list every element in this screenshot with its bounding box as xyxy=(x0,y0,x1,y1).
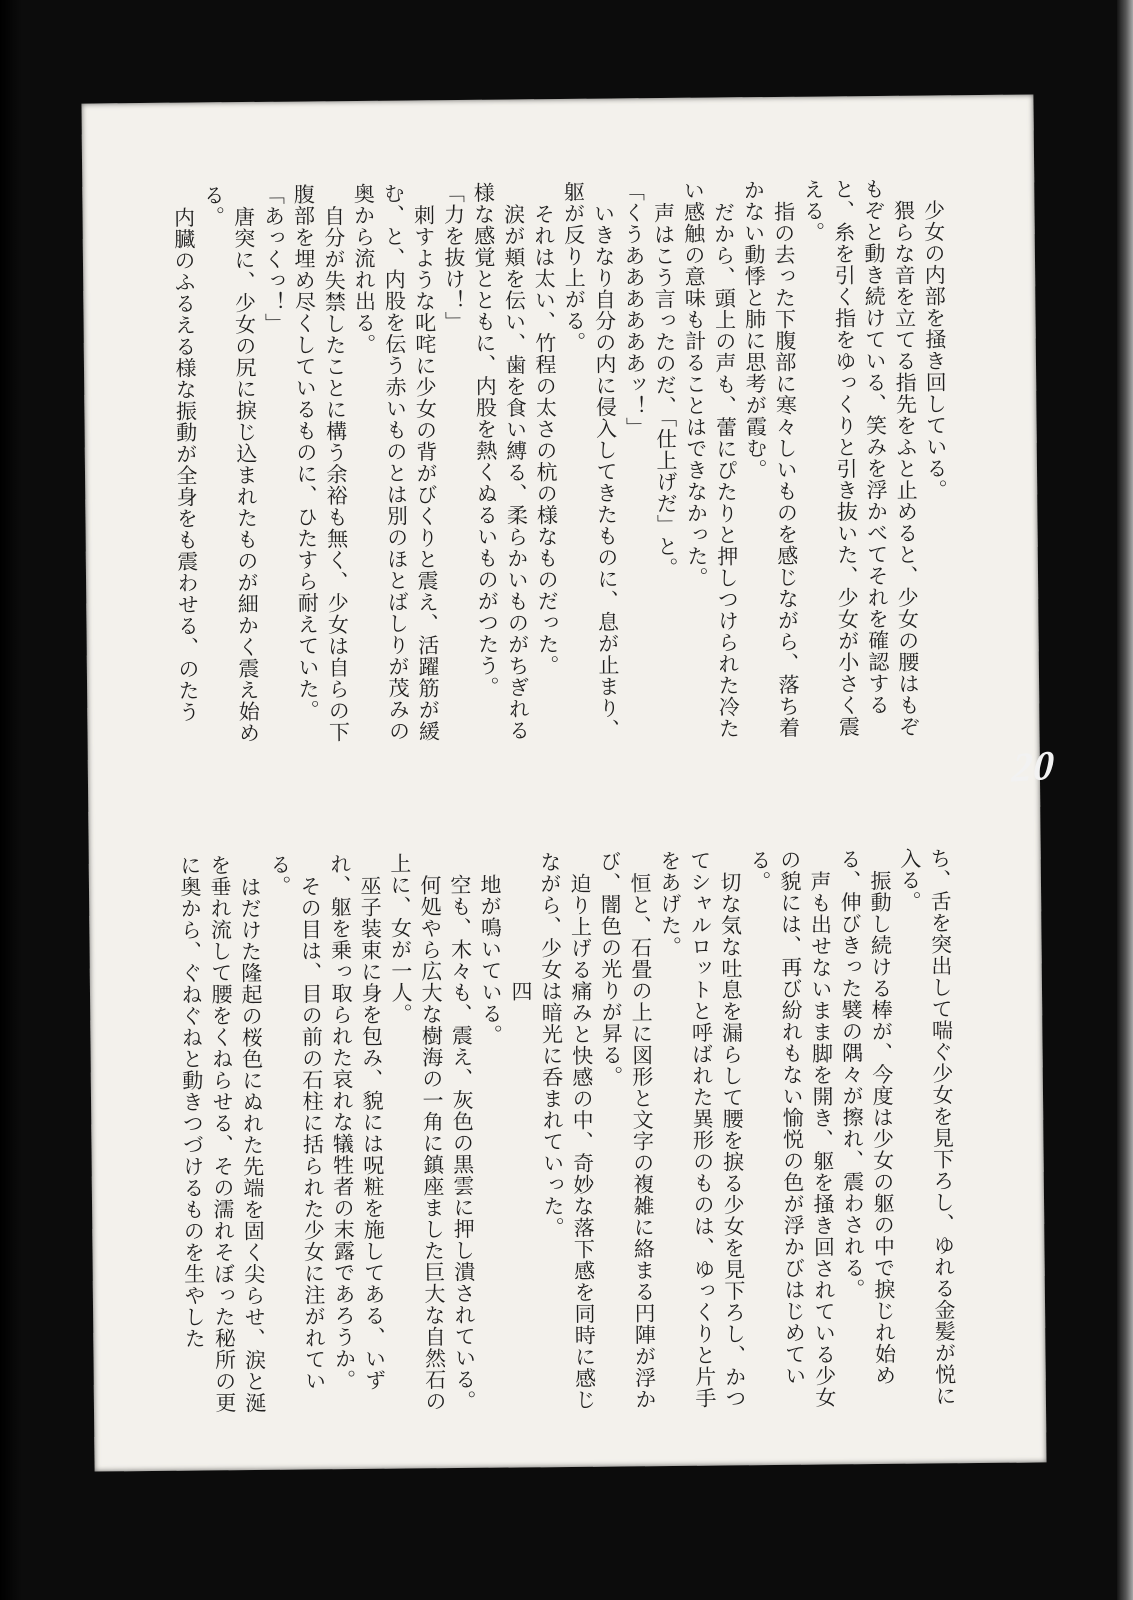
paragraph: 巫子装束に身を包み、貌には呪粧を施してある、いずれ、躯を乗っ取られた哀れな犠牲者の末露であろうか。 xyxy=(327,853,387,1391)
paragraph: 内臓のふるえる様な振動が全身をも震わせる、のたう xyxy=(171,206,201,723)
paragraph: 猥らな音を立てる指先をふと止めると、少女の腰はもぞもぞと動き続けている、笑みを浮かべてそれを確認すると、糸を引く指をゆっくりと引き抜いた、少女が小さく震える。 xyxy=(801,177,921,738)
paragraph: 「くうああああああッ！」 xyxy=(621,180,648,439)
paragraph: 涙が頬を伝い、歯を食い縛る、柔らかいものがちぎれる様な感覚とともに、内股を熱くぬるいものがつたう。 xyxy=(471,181,531,741)
paragraph: その目は、目の前の石柱に括られた少女に注がれている。 xyxy=(267,853,327,1392)
paragraph: 「あっくっ！」 xyxy=(261,183,287,335)
paragraph: 地が鳴いている。 xyxy=(477,873,504,1046)
page-number: 20 xyxy=(1010,741,1057,791)
book-edge-highlight xyxy=(1117,0,1133,1600)
paragraph: 指の去った下腹部に寒々しいものを感じながら、落ち着かない動悸と肺に思考が霞む。 xyxy=(741,179,801,738)
section-number: 四 xyxy=(508,980,534,1003)
book-page xyxy=(81,94,1046,1471)
paragraph: 唐突に、少女の尻に捩じ込まれたものが細かく震え始める。 xyxy=(201,184,261,744)
paragraph: それは太い、竹程の太さの杭の様なものだった。 xyxy=(531,202,560,676)
paragraph: はだけた隆起の桜色にぬれた先端を固く尖らせ、涙と涎を垂れ流して腰をくねらせる、その濡れそぼった秘所の更に奥から、ぐねぐねと動きつづけるものを生やした xyxy=(177,854,268,1414)
paragraph: 声も出せないまま脚を開き、躯を掻き回されている少女の貌には、再び紛れもない愉悦の色が浮かびはじめている。 xyxy=(747,848,838,1408)
paragraph: 少女の内部を掻き回している。 xyxy=(921,198,949,501)
paragraph: だから、頭上の声も、蕾にぴたりと押しつけられた冷たい感触の意味も計ることはできなかった。 xyxy=(681,179,741,739)
paragraph: 何処やら広大な樹海の一角に鎮座ました巨大な自然石の上に、女が一人。 xyxy=(387,852,448,1412)
paragraph: 空も、木々も、震え、灰色の黒雲に押し潰されている。 xyxy=(447,873,478,1412)
paragraph: 迫り上げる痛みと快感の中、奇妙な落下感を同時に感じながら、少女は暗光に呑まれていった。 xyxy=(537,851,598,1410)
paragraph: 恒と、石畳の上に図形と文字の複雑に絡まる円陣が浮かび、闇色の光りが昇る。 xyxy=(597,850,658,1410)
paragraph: いきなり自分の内に侵入してきたものに、息が止まり、躯が反り上がる。 xyxy=(561,180,621,740)
paragraph: 刺すような叱咤に少女の背がびくりと震え、活躍筋が緩む、と、内股を伝う赤いものとは別のほとばしりが茂みの奥から流れ出る。 xyxy=(351,182,441,742)
paragraph: 「力を抜け！」 xyxy=(441,181,467,333)
book-gutter-shadow xyxy=(0,0,22,1600)
paragraph: 自分が失禁したことに構う余裕も無く、少女は自らの下腹部を埋め尽くしているものに、ひたすら耐えていた。 xyxy=(291,183,351,743)
text-block-top xyxy=(168,177,953,746)
paragraph: 声はこう言ったのだ、「仕上げだ」と。 xyxy=(651,201,680,579)
paragraph: 切な気な吐息を漏らして腰を捩る少女を見下ろし、かつてシャルロットと呼ばれた異形のものは、ゆっくりと片手をあげた。 xyxy=(657,849,748,1409)
paragraph: ち、舌を突出して喘ぐ少女を見下ろし、ゆれる金髪が悦に入る。 xyxy=(897,847,958,1407)
paragraph: 振動し続ける棒が、今度は少女の躯の中で捩じれ始める、伸びきった襞の隅々が擦れ、震わされる。 xyxy=(837,848,897,1386)
text-block-bottom xyxy=(175,847,960,1416)
